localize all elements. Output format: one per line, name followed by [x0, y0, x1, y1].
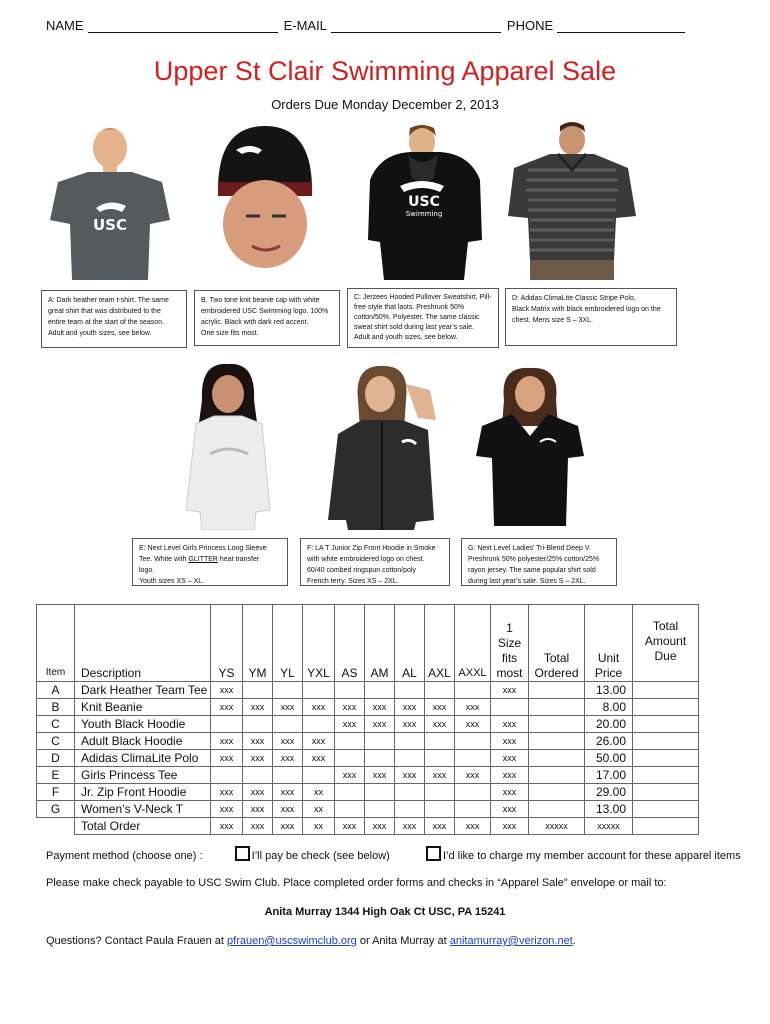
mailing-address: Anita Murray 1344 High Oak Ct USC, PA 15241	[264, 906, 506, 918]
amount-due-cell[interactable]	[633, 733, 699, 750]
table-row	[37, 784, 699, 801]
email-field[interactable]	[331, 18, 501, 33]
size-cell-yl[interactable]: xxx	[273, 750, 303, 767]
item-description: Women’s V-Neck T	[75, 801, 211, 818]
total-ordered-cell[interactable]	[529, 801, 585, 818]
unit-price-cell: 13.00	[585, 801, 633, 818]
size-cell-as[interactable]: xxx	[335, 716, 365, 733]
size-cell-as[interactable]	[335, 682, 365, 699]
size-cell-ym[interactable]	[243, 716, 273, 733]
unit-price-cell: 17.00	[585, 767, 633, 784]
photo-team-tee	[40, 120, 180, 280]
total-size-ym: xxx	[243, 818, 273, 835]
item-letter: D	[37, 750, 75, 767]
table-row	[37, 767, 699, 784]
size-cell-as[interactable]	[335, 784, 365, 801]
total-ordered-cell[interactable]	[529, 699, 585, 716]
size-cell-yl[interactable]	[273, 767, 303, 784]
total-ordered-cell[interactable]	[529, 750, 585, 767]
size-cell-axl[interactable]: xxx	[425, 767, 455, 784]
phone-field[interactable]	[557, 18, 685, 33]
product-g-line-3: rayon jersey. The same popular shirt sold	[468, 567, 596, 574]
size-cell-one[interactable]: xxx	[491, 733, 529, 750]
total-order-label: Total Order	[75, 818, 211, 835]
size-cell-ys[interactable]: xxx	[211, 801, 243, 818]
check-instructions: Please make check payable to USC Swim Club. Place completed order forms and checks in “Apparel Sale” envelope or mail to:	[46, 877, 667, 889]
amount-due-cell[interactable]	[633, 699, 699, 716]
size-cell-yxl[interactable]: xx	[303, 801, 335, 818]
product-e-line-2	[139, 554, 281, 565]
item-letter: G	[37, 801, 75, 818]
size-cell-al[interactable]	[395, 784, 425, 801]
size-cell-axl[interactable]	[425, 733, 455, 750]
size-cell-ys[interactable]: xxx	[211, 784, 243, 801]
questions-suffix: .	[572, 935, 576, 947]
total-size-one: xxx	[491, 818, 529, 835]
header-sfm-4: most	[496, 666, 523, 680]
size-cell-one[interactable]: xxx	[491, 682, 529, 699]
amount-due-cell[interactable]	[633, 682, 699, 699]
product-g-line-2: Preshrunk 50% polyester/25% cotton/25%	[468, 556, 600, 563]
size-cell-yl[interactable]	[273, 716, 303, 733]
size-cell-ym[interactable]: xxx	[243, 801, 273, 818]
item-description: Adidas ClimaLite Polo	[75, 750, 211, 767]
product-f-line-4: French terry. Sizes XS – 2XL.	[307, 578, 399, 585]
header-unit-price	[585, 605, 633, 682]
table-row	[37, 801, 699, 818]
size-cell-al[interactable]	[395, 733, 425, 750]
total-size-as: xxx	[335, 818, 365, 835]
amount-due-cell[interactable]	[633, 767, 699, 784]
size-cell-yl[interactable]: xxx	[273, 733, 303, 750]
size-cell-axl[interactable]	[425, 682, 455, 699]
name-field[interactable]	[88, 18, 278, 33]
product-e-line-3: logo.	[139, 567, 155, 574]
product-c-line-2: free style that lasts. Preshrunk 50%	[354, 304, 465, 311]
size-cell-al[interactable]: xxx	[395, 699, 425, 716]
size-cell-ys[interactable]	[211, 767, 243, 784]
amount-due-cell[interactable]	[633, 716, 699, 733]
total-ordered-cell[interactable]	[529, 716, 585, 733]
header-ym: YM	[243, 605, 273, 682]
size-cell-ys[interactable]: xxx	[211, 699, 243, 716]
header-ys: YS	[211, 605, 243, 682]
swimming-logo-text-c: Swimming	[405, 210, 443, 218]
size-cell-al[interactable]	[395, 750, 425, 767]
table-row	[37, 733, 699, 750]
product-b-line-1: B. Two tone knit beanie cap with white	[201, 297, 320, 304]
total-ordered-cell[interactable]	[529, 767, 585, 784]
header-description: Description	[75, 605, 211, 682]
product-e-line-2-post: heat transfer	[217, 556, 260, 563]
photo-vneck-tee	[470, 366, 590, 526]
amount-due-cell[interactable]	[633, 784, 699, 801]
order-table	[36, 604, 699, 835]
table-row	[37, 699, 699, 716]
product-d-description	[505, 288, 677, 346]
charge-account-label: I’d like to charge my member account for these apparel items	[442, 850, 741, 862]
size-cell-am[interactable]: xxx	[365, 767, 395, 784]
header-tad-3: Due	[654, 649, 677, 663]
product-g-description	[461, 538, 617, 586]
size-cell-axxl[interactable]: xxx	[455, 716, 491, 733]
product-a-line-3: entire team at the start of the season.	[48, 319, 164, 326]
total-amount-due-cell[interactable]	[633, 818, 699, 835]
usc-logo-text-a: USC	[93, 216, 127, 234]
table-header-row	[37, 605, 699, 682]
size-cell-ys[interactable]: xxx	[211, 750, 243, 767]
product-b-description	[194, 290, 340, 346]
product-d-line-2: Black Matrix with black embroidered logo on the	[512, 306, 661, 313]
item-letter: C	[37, 716, 75, 733]
total-ordered-cell: xxxxx	[529, 818, 585, 835]
size-cell-yxl[interactable]: xxx	[303, 733, 335, 750]
size-cell-one[interactable]	[491, 699, 529, 716]
size-cell-axl[interactable]	[425, 750, 455, 767]
header-tad-1: Total	[652, 619, 679, 633]
email-link-pfrauen[interactable]: pfrauen@uscswimclub.org	[227, 935, 357, 947]
product-c-line-3: cotton/50%. Polyester. The same classic	[354, 314, 480, 321]
total-size-ys: xxx	[211, 818, 243, 835]
size-cell-ys[interactable]	[211, 716, 243, 733]
unit-price-cell: 20.00	[585, 716, 633, 733]
unit-price-cell: 8.00	[585, 699, 633, 716]
item-description: Knit Beanie	[75, 699, 211, 716]
size-cell-axl[interactable]	[425, 801, 455, 818]
photo-girls-princess-tee	[178, 360, 278, 530]
total-size-axxl: xxx	[455, 818, 491, 835]
product-a-line-1: A: Dark heather team t-shirt. The same	[48, 297, 169, 304]
total-size-yxl: xx	[303, 818, 335, 835]
size-cell-yl[interactable]	[273, 682, 303, 699]
size-cell-ym[interactable]	[243, 682, 273, 699]
size-cell-yl[interactable]: xxx	[273, 699, 303, 716]
product-f-line-3: 60/40 combed ringspun cotton/poly	[307, 567, 416, 574]
total-ordered-cell[interactable]	[529, 682, 585, 699]
glitter-word: GLITTER	[188, 556, 218, 563]
total-size-axl: xxx	[425, 818, 455, 835]
size-cell-axl[interactable]	[425, 784, 455, 801]
pay-by-check-label: I’ll pay be check (see below)	[251, 850, 390, 862]
total-unit-price-cell: xxxxx	[585, 818, 633, 835]
photo-polo	[500, 120, 640, 280]
size-cell-one[interactable]: xxx	[491, 716, 529, 733]
table-row	[37, 750, 699, 767]
header-axl: AXL	[425, 605, 455, 682]
total-ordered-cell[interactable]	[529, 733, 585, 750]
size-cell-axxl[interactable]: xxx	[455, 699, 491, 716]
item-description: Dark Heather Team Tee	[75, 682, 211, 699]
product-a-line-4: Adult and youth sizes, see below.	[48, 330, 152, 337]
table-row	[37, 682, 699, 699]
size-cell-axl[interactable]: xxx	[425, 699, 455, 716]
size-cell-am[interactable]	[365, 750, 395, 767]
size-cell-one[interactable]: xxx	[491, 767, 529, 784]
product-e-line-4: Youth sizes XS – XL.	[139, 578, 205, 585]
name-label: NAME	[46, 18, 84, 33]
header-yxl: YXL	[303, 605, 335, 682]
product-a-description	[41, 290, 187, 348]
size-cell-yl[interactable]: xxx	[273, 801, 303, 818]
size-cell-axxl[interactable]	[455, 733, 491, 750]
product-b-line-3: acrylic. Black with dark red accent.	[201, 319, 309, 326]
product-f-line-2: with white embroidered logo on chest.	[307, 556, 425, 563]
product-c-line-1: C: Jerzees Hooded Pullover Sweatshirt, Pill-	[354, 294, 492, 301]
header-sfm-2: Size	[497, 636, 522, 650]
size-cell-ym[interactable]: xxx	[243, 784, 273, 801]
phone-label: PHONE	[506, 18, 554, 33]
size-cell-am[interactable]: xxx	[365, 699, 395, 716]
product-f-description	[300, 538, 450, 586]
size-cell-axxl[interactable]	[455, 784, 491, 801]
product-b-line-2: embroidered USC Swimming logo. 100%	[201, 308, 329, 315]
header-to-2: Ordered	[534, 666, 579, 680]
payment-label: Payment method (choose one) :	[46, 850, 203, 862]
product-e-description	[132, 538, 288, 586]
product-e-line-2-pre: Tee. White with	[139, 556, 189, 563]
questions-line	[46, 935, 576, 947]
header-as: AS	[335, 605, 365, 682]
header-item: Item	[37, 605, 75, 682]
product-e-line-1: E: Next Level Girls Princess Long Sleeve	[139, 545, 267, 552]
questions-middle: or Anita Murray at	[356, 935, 450, 947]
size-cell-one[interactable]: xxx	[491, 784, 529, 801]
size-cell-ym[interactable]: xxx	[243, 733, 273, 750]
page-title: Upper St Clair Swimming Apparel Sale	[153, 56, 617, 86]
size-cell-yxl[interactable]: xx	[303, 784, 335, 801]
size-cell-al[interactable]: xxx	[395, 767, 425, 784]
email-link-anitamurray[interactable]: anitamurray@verizon.net	[449, 935, 573, 947]
size-cell-am[interactable]	[365, 682, 395, 699]
total-size-yl: xxx	[273, 818, 303, 835]
item-description: Youth Black Hoodie	[75, 716, 211, 733]
contact-header	[46, 18, 691, 33]
amount-due-cell[interactable]	[633, 801, 699, 818]
item-letter: E	[37, 767, 75, 784]
photo-knit-beanie	[200, 120, 330, 272]
total-size-al: xxx	[395, 818, 425, 835]
header-total-amount-due	[633, 605, 699, 682]
header-total-ordered	[529, 605, 585, 682]
item-letter: C	[37, 733, 75, 750]
size-cell-yxl[interactable]: xxx	[303, 750, 335, 767]
size-cell-yxl[interactable]	[303, 767, 335, 784]
item-description: Girls Princess Tee	[75, 767, 211, 784]
product-c-line-5: Adult and youth sizes, see below.	[354, 334, 458, 341]
header-to-1: Total	[543, 651, 570, 665]
size-cell-am[interactable]: xxx	[365, 716, 395, 733]
size-cell-axxl[interactable]	[455, 750, 491, 767]
product-d-line-3: chest. Mens size S – 3XL.	[512, 317, 593, 324]
unit-price-cell: 26.00	[585, 733, 633, 750]
item-letter: F	[37, 784, 75, 801]
questions-prefix: Questions? Contact Paula Frauen at	[46, 935, 227, 947]
size-cell-yxl[interactable]	[303, 682, 335, 699]
payment-method	[46, 846, 741, 862]
size-cell-al[interactable]: xxx	[395, 716, 425, 733]
product-f-line-1: F: LA T Junior Zip Front Hoodie in Smoke	[307, 545, 436, 552]
product-a-line-2: great shirt that was distributed to the	[48, 308, 161, 315]
product-g-line-1: G: Next Level Ladies’ Tri-Blend Deep V.	[468, 545, 591, 552]
header-yl: YL	[273, 605, 303, 682]
product-b-line-4: One size fits most.	[201, 330, 259, 337]
size-cell-ym[interactable]: xxx	[243, 750, 273, 767]
size-cell-am[interactable]	[365, 801, 395, 818]
size-cell-am[interactable]	[365, 784, 395, 801]
size-cell-yxl[interactable]: xxx	[303, 699, 335, 716]
header-up-1: Unit	[597, 651, 620, 665]
pay-by-check-checkbox[interactable]	[235, 846, 250, 861]
size-cell-as[interactable]: xxx	[335, 699, 365, 716]
item-description: Jr. Zip Front Hoodie	[75, 784, 211, 801]
order-due-date: Orders Due Monday December 2, 2013	[271, 97, 499, 112]
product-d-line-1: D: Adidas ClimaLite Classic Stripe Polo.	[512, 295, 636, 302]
unit-price-cell: 29.00	[585, 784, 633, 801]
email-label: E-MAIL	[283, 18, 327, 33]
size-cell-as[interactable]	[335, 750, 365, 767]
size-cell-one[interactable]: xxx	[491, 750, 529, 767]
size-cell-al[interactable]	[395, 682, 425, 699]
size-cell-ys[interactable]: xxx	[211, 733, 243, 750]
order-rows	[37, 682, 699, 818]
size-cell-axxl[interactable]: xxx	[455, 767, 491, 784]
header-am: AM	[365, 605, 395, 682]
size-cell-as[interactable]	[335, 733, 365, 750]
size-cell-as[interactable]: xxx	[335, 767, 365, 784]
table-row	[37, 716, 699, 733]
header-al: AL	[395, 605, 425, 682]
usc-logo-text-c: USC	[408, 194, 440, 210]
unit-price-cell: 50.00	[585, 750, 633, 767]
size-cell-one[interactable]: xxx	[491, 801, 529, 818]
size-cell-axxl[interactable]	[455, 801, 491, 818]
item-letter: B	[37, 699, 75, 716]
total-size-am: xxx	[365, 818, 395, 835]
unit-price-cell: 13.00	[585, 682, 633, 699]
header-tad-2: Amount	[644, 634, 687, 648]
product-c-line-4: sweat shirt sold during last year’s sale.	[354, 324, 474, 331]
size-cell-al[interactable]	[395, 801, 425, 818]
size-cell-am[interactable]	[365, 733, 395, 750]
total-row-blank	[37, 818, 75, 835]
total-ordered-cell[interactable]	[529, 784, 585, 801]
header-up-2: Price	[594, 666, 623, 680]
photo-zip-hoodie	[318, 360, 448, 530]
header-size-fits-most	[491, 605, 529, 682]
size-cell-axl[interactable]: xxx	[425, 716, 455, 733]
size-cell-as[interactable]	[335, 801, 365, 818]
item-description: Adult Black Hoodie	[75, 733, 211, 750]
size-cell-yl[interactable]: xxx	[273, 784, 303, 801]
size-cell-axxl[interactable]	[455, 682, 491, 699]
amount-due-cell[interactable]	[633, 750, 699, 767]
header-axxl: AXXL	[455, 605, 491, 682]
size-cell-ys[interactable]: xxx	[211, 682, 243, 699]
item-letter: A	[37, 682, 75, 699]
photo-black-hoodie	[360, 120, 490, 280]
charge-account-checkbox[interactable]	[426, 846, 441, 861]
size-cell-ym[interactable]: xxx	[243, 699, 273, 716]
header-sfm-3: fits	[501, 651, 518, 665]
product-g-line-4: during last year’s sale. Sizes S – 2XL.	[468, 578, 586, 585]
header-sfm-1: 1	[506, 621, 513, 635]
product-c-description	[347, 288, 499, 348]
size-cell-yxl[interactable]	[303, 716, 335, 733]
total-order-row	[37, 818, 699, 835]
size-cell-ym[interactable]	[243, 767, 273, 784]
